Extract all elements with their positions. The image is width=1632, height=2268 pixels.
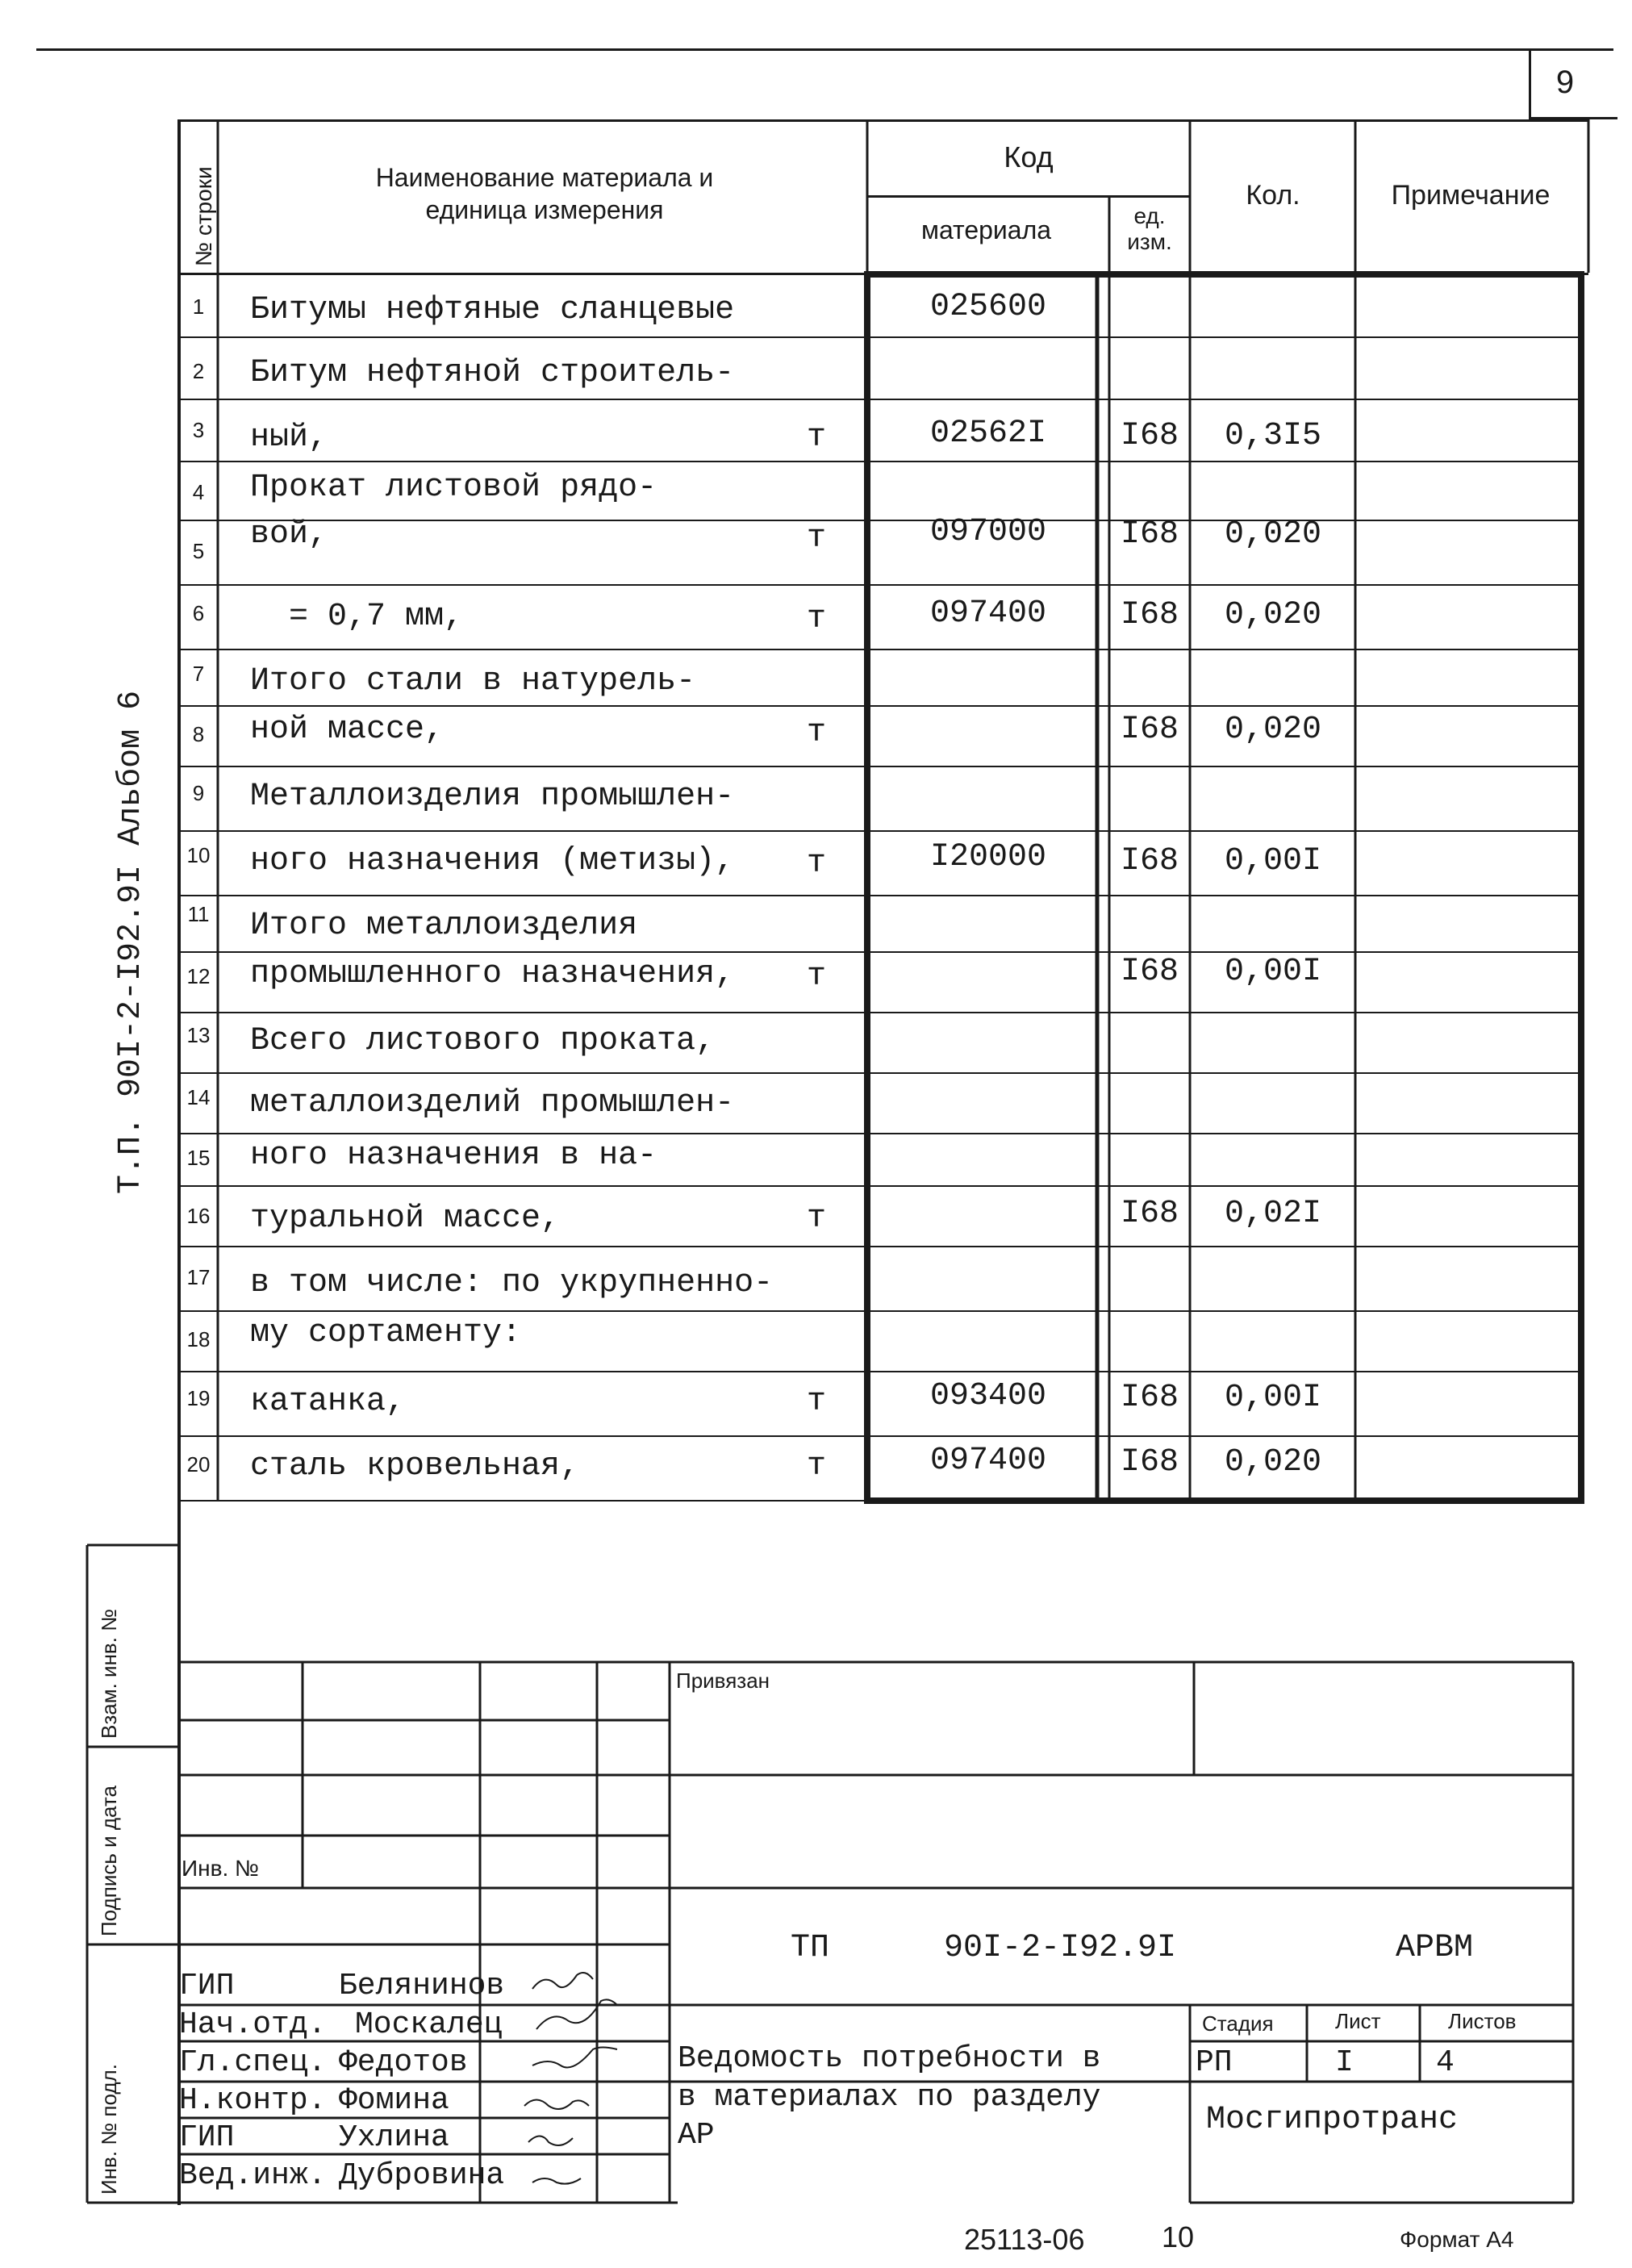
row-qty: 0,3I5 [1224,418,1322,454]
row-um: I68 [1120,712,1179,748]
order-number: 25113-06 [964,2223,1085,2256]
row-unit-mark: т [807,601,827,637]
side-label: Т.П. 90I-2-I92.9I Альбом 6 [113,690,149,1194]
row-number: 2 [192,359,205,383]
row-name: катанка, [250,1384,406,1420]
row-name: сталь кровельная, [250,1448,580,1485]
row-name: ного назначения (метизы), [250,843,735,879]
row-number: 9 [192,781,205,805]
row-number: 3 [192,418,205,442]
row-number: 18 [186,1327,211,1351]
header-note: Примечание [1391,180,1551,211]
row-number: 15 [186,1146,211,1170]
row-number: 20 [186,1452,211,1476]
row-name: Металлоизделия промышлен- [250,779,735,815]
person-name: Федотов [339,2045,468,2080]
person-role: Вед.инж. [179,2158,327,2193]
person-role: ГИП [179,2120,235,2155]
row-code: 093400 [929,1378,1047,1414]
row-name: вой, [250,516,328,553]
row-name: Прокат листовой рядо- [250,470,657,506]
row-number: 4 [192,480,205,504]
person-role: Н.контр. [179,2083,327,2118]
copy-number: 10 [1162,2220,1195,2253]
row-um: I68 [1120,1380,1179,1416]
row-number: 11 [187,902,210,926]
row-um: I68 [1120,843,1179,879]
row-qty: 0,020 [1224,597,1322,633]
person-name: Ухлина [339,2120,449,2155]
row-code: 02562I [929,416,1047,452]
sheet-label: Лист [1335,2009,1381,2033]
row-name: туральной массе, [250,1201,561,1237]
header-name: Наименование материала и единица измерения [375,163,714,224]
row-number: 7 [192,662,205,686]
person-name: Дубровина [339,2158,505,2193]
sheets-label: Листов [1448,2009,1517,2033]
stamp-side-label: Инв. № подл. [97,2064,121,2195]
row-number: 17 [186,1265,211,1289]
doc-title-line: АР [678,2118,715,2153]
person-name: Фомина [339,2083,449,2118]
header-qty: Кол. [1246,180,1300,211]
row-um: I68 [1120,1196,1179,1232]
header-material: материала [920,215,1052,244]
doc-code: 90I-2-I92.9I [944,1930,1177,1966]
row-name: Битумы нефтяные сланцевые [250,292,735,328]
row-name: в том числе: по укрупненно- [250,1265,774,1301]
row-code: 097400 [929,595,1047,632]
row-code: I20000 [929,839,1047,875]
person-role: Нач.отд. [179,2007,327,2042]
row-qty: 0,02I [1224,1196,1322,1232]
row-qty: 0,020 [1224,1444,1322,1481]
header-code: Код [1004,140,1054,173]
row-um: I68 [1120,418,1179,454]
row-number: 16 [186,1204,211,1228]
row-number: 14 [186,1085,211,1109]
row-qty: 0,020 [1224,516,1322,553]
row-name: Битум нефтяной строитель- [250,355,735,391]
privyazan-label: Привязан [676,1669,770,1693]
stamp-side-label: Подпись и дата [97,1785,121,1936]
doc-code-prefix: ТП [791,1930,830,1966]
row-name: = 0,7 мм, [250,599,464,635]
format-label: Формат А4 [1400,2227,1514,2252]
row-unit-mark: т [807,846,827,882]
row-number: 10 [186,843,211,867]
inv-no-label: Инв. № [182,1856,260,1881]
row-code: 025600 [929,289,1047,325]
row-unit-mark: т [807,420,827,456]
row-code: 097400 [929,1443,1047,1479]
row-name: металлоизделий промышлен- [250,1085,735,1121]
row-unit-mark: т [807,1448,827,1485]
row-number: 6 [192,601,205,625]
row-qty: 0,00I [1224,843,1322,879]
row-number: 13 [186,1023,211,1047]
row-um: I68 [1120,954,1179,990]
row-unit-mark: т [807,1384,827,1420]
row-unit-mark: т [807,1201,827,1237]
doc-title-line: Ведомость потребности в [678,2041,1101,2076]
row-unit-mark: т [807,959,827,995]
row-name: Всего листового проката, [250,1023,716,1059]
row-qty: 0,00I [1224,1380,1322,1416]
row-name: Итого стали в натурель- [250,663,696,700]
person-name: Москалец [355,2007,503,2042]
page-number: 9 [1555,65,1575,100]
stamp-side-label: Взам. инв. № [97,1608,121,1739]
sheet-value: I [1335,2045,1354,2080]
stage-value: РП [1196,2045,1233,2080]
row-unit-mark: т [807,520,827,557]
org-name: Мосгипротранс [1206,2102,1459,2138]
header-row-no: № строки [191,166,216,266]
row-name: ный, [250,420,328,456]
row-name: ной массе, [250,712,445,748]
row-name: му сортаменту: [250,1315,522,1351]
row-number: 5 [192,539,205,563]
person-role: Гл.спец. [179,2045,327,2080]
row-um: I68 [1120,1444,1179,1481]
row-unit-mark: т [807,715,827,751]
stage-label: Стадия [1202,2011,1274,2036]
row-name: ного назначения в на- [250,1138,657,1174]
row-number: 1 [192,294,205,319]
row-um: I68 [1120,516,1179,553]
sheets-value: 4 [1436,2045,1455,2080]
row-qty: 0,020 [1224,712,1322,748]
person-name: Белянинов [339,1969,505,2003]
row-number: 19 [186,1386,211,1410]
row-name: Итого металлоизделия [250,908,638,944]
doc-title-line: в материалах по разделу [678,2080,1101,2115]
row-number: 8 [192,722,205,746]
person-role: ГИП [179,1969,235,2003]
row-code: 097000 [929,514,1047,550]
header-unit: ед. изм. [1127,203,1172,254]
row-number: 12 [186,964,211,988]
row-um: I68 [1120,597,1179,633]
row-qty: 0,00I [1224,954,1322,990]
row-name: промышленного назначения, [250,956,735,992]
doc-mark: АРВМ [1396,1930,1474,1966]
